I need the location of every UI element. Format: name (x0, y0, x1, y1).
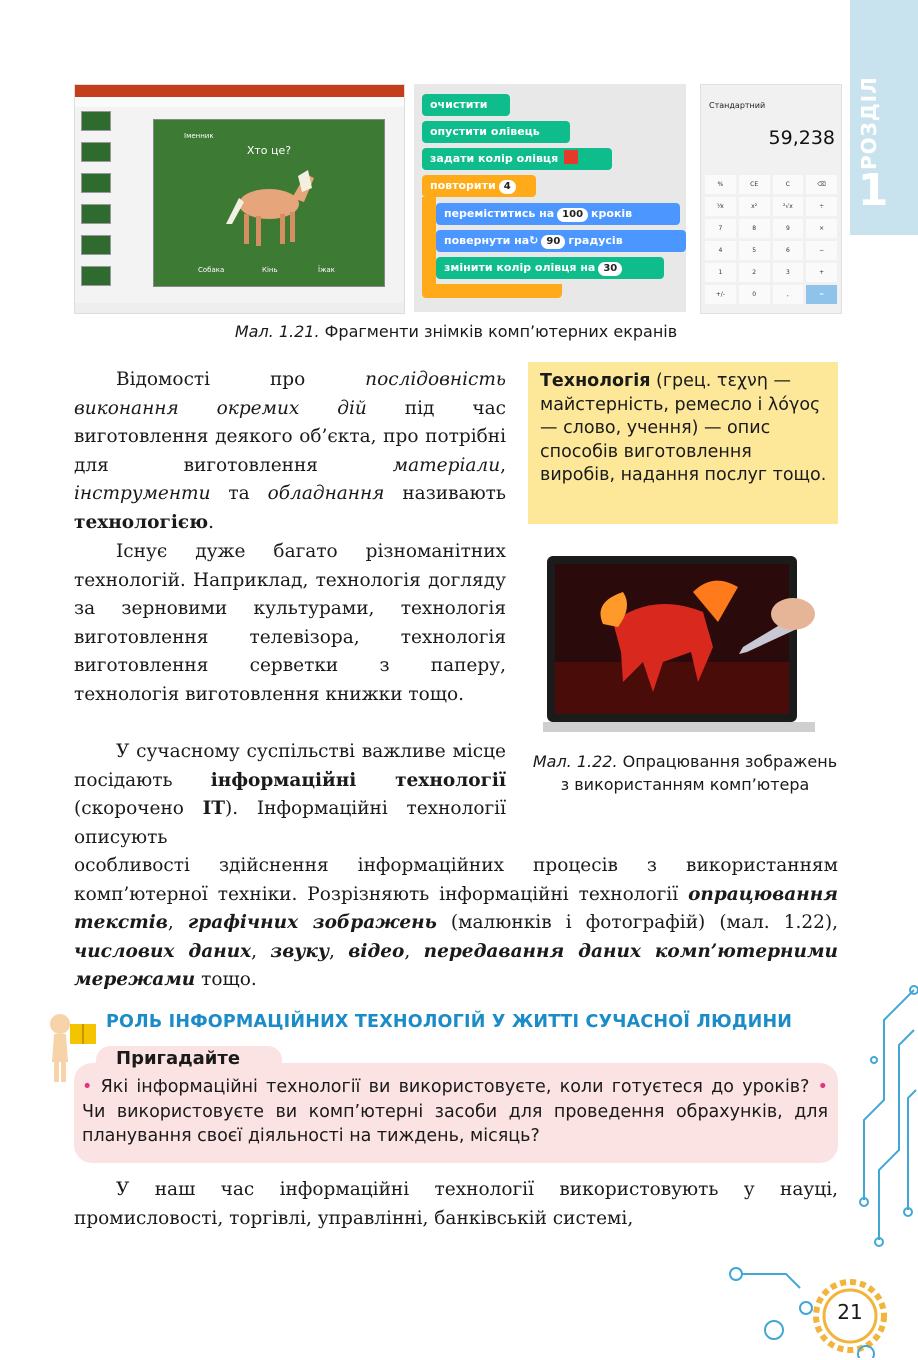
block-set-pen-color: задати колір олівця (422, 148, 612, 170)
block-turn: повернути на↻ 90 градусів (436, 230, 686, 252)
repeat-count: 4 (499, 180, 516, 194)
calc-key: +/- (705, 285, 736, 304)
caption-label: Мал. 1.22. (532, 752, 618, 771)
horse-illustration (224, 162, 319, 252)
remind-title: Пригадайте (116, 1048, 241, 1069)
color-swatch (564, 150, 578, 164)
calc-key: 3 (773, 263, 804, 282)
calc-key: 0 (739, 285, 770, 304)
slide-canvas (153, 119, 385, 287)
section-number: 1 (857, 165, 889, 216)
calc-key: 9 (773, 219, 804, 238)
scratch-screenshot (414, 84, 686, 312)
bullet-icon: • (817, 1077, 828, 1097)
slide-thumbnail (81, 142, 111, 162)
slide-thumbnail (81, 266, 111, 286)
calc-key: × (806, 219, 837, 238)
answer-button-hedgehog: Їжак (318, 266, 335, 274)
paragraph-it-types: особливості здійснення інформаційних процесів з використанням комп’ютерної техніки. Розрізняють інформаційні технології опрацювання текстів, графічних зображень (малюнків і фотографій) (мал. 1.22), числових даних, звуку, відео, передавання даних комп’ютерними мережами тощо. (74, 855, 838, 991)
calc-key: 1 (705, 263, 736, 282)
calc-key: 8 (739, 219, 770, 238)
paragraph-examples: Існує дуже багато різноманітних технологій. Наприклад, технологія догляду за зерновими культурами, технологія виготовлення телевізора, технологія виготовлення серветки з паперу, технологія виготовлення книжки тощо. (74, 541, 506, 705)
calc-key: C (773, 175, 804, 194)
calc-key: % (705, 175, 736, 194)
menu-bar (75, 97, 404, 107)
remind-questions: • Які інформаційні технології ви використовуєте, коли готуєтеся до уроків? • Чи використовуєте ви комп’ютерні засоби для проведення обрахунків, для планування своєї діяльності на тиждень, місяць? (82, 1077, 828, 1146)
calculator-keypad (705, 175, 837, 304)
paragraph-technology: Відомості про послідовність виконання окремих дій під час виготовлення деякого об’єкта, про потрібні для виготовлення матеріали, інструменти та обладнання називають технологією. (74, 369, 506, 533)
block-change-pen-color: змінити колір олівця на 30 (436, 257, 664, 279)
calc-key-equals: = (806, 285, 837, 304)
calc-key: 7 (705, 219, 736, 238)
turn-value: 90 (541, 235, 565, 249)
calc-key: ⅟x (705, 197, 736, 216)
definition-term: Технологія (540, 371, 651, 391)
calc-key: + (806, 263, 837, 282)
presentation-screenshot (74, 84, 405, 314)
status-bar (75, 303, 404, 313)
slide-thumbnail (81, 204, 111, 224)
calculator-mode: Стандартний (709, 101, 766, 110)
gear-decoration (716, 1238, 916, 1358)
calc-key: ²√x (773, 197, 804, 216)
section-word: РОЗДІЛ (857, 76, 881, 170)
calc-key: − (806, 241, 837, 260)
move-value: 100 (557, 208, 588, 222)
answer-button-horse: Кінь (262, 266, 278, 274)
slide-thumbnail (81, 173, 111, 193)
caption-text: Опрацювання зображень з використанням комп’ютера (560, 752, 838, 794)
figure-caption-1-21 (74, 322, 838, 341)
change-value: 30 (598, 262, 622, 276)
block-move: переміститись на 100 кроків (436, 203, 680, 225)
slide-title: Хто це? (246, 144, 292, 157)
caption-text: Фрагменти знімків комп’ютерних екранів (324, 322, 678, 341)
slide-thumbnails (81, 111, 113, 297)
calc-key: 4 (705, 241, 736, 260)
calc-key: , (773, 285, 804, 304)
calc-key: 5 (739, 241, 770, 260)
repeat-end (422, 284, 562, 298)
tablet-drawing-image (543, 552, 815, 738)
paragraph-usage: У наш час інформаційні технології використовують у науці, промисловості, торгівлі, управлінні, банківській системі, (74, 1179, 838, 1229)
paragraph-it: У сучасному суспільстві важливе місце посідають інформаційні технології (скорочено ІТ). Інформаційні технології описують (74, 741, 506, 848)
calculator-screenshot (700, 84, 842, 314)
rotate-icon: ↻ (529, 234, 539, 247)
page-number: 21 (837, 1300, 863, 1324)
ribbon-bar (75, 85, 404, 97)
block-clear: очистити (422, 94, 510, 116)
slide-top-label: Іменник (184, 132, 214, 140)
slide-thumbnail (81, 111, 111, 131)
figure-caption-1-22 (530, 750, 840, 796)
block-pen-down: опустити олівець (422, 121, 570, 143)
calc-key: ⌫ (806, 175, 837, 194)
calc-key: 2 (739, 263, 770, 282)
bullet-icon: • (82, 1077, 93, 1097)
definition-text: Технологія (грец. τεχνη — майстерність, ремесло і λόγος — слово, учення) — опис способів виготовлення виробів, надання послуг тощо. (540, 371, 827, 485)
slide-thumbnail (81, 235, 111, 255)
calc-key: CE (739, 175, 770, 194)
repeat-bracket (422, 197, 436, 285)
block-repeat: повторити 4 (422, 175, 536, 197)
caption-label: Мал. 1.21. (234, 322, 320, 341)
calc-key: 6 (773, 241, 804, 260)
section-heading: РОЛЬ ІНФОРМАЦІЙНИХ ТЕХНОЛОГІЙ У ЖИТТІ СУЧАСНОЇ ЛЮДИНИ (106, 1012, 793, 1032)
answer-button-dog: Собака (198, 266, 225, 274)
calc-key: x² (739, 197, 770, 216)
calc-key: ÷ (806, 197, 837, 216)
calculator-display: 59,238 (768, 127, 835, 149)
